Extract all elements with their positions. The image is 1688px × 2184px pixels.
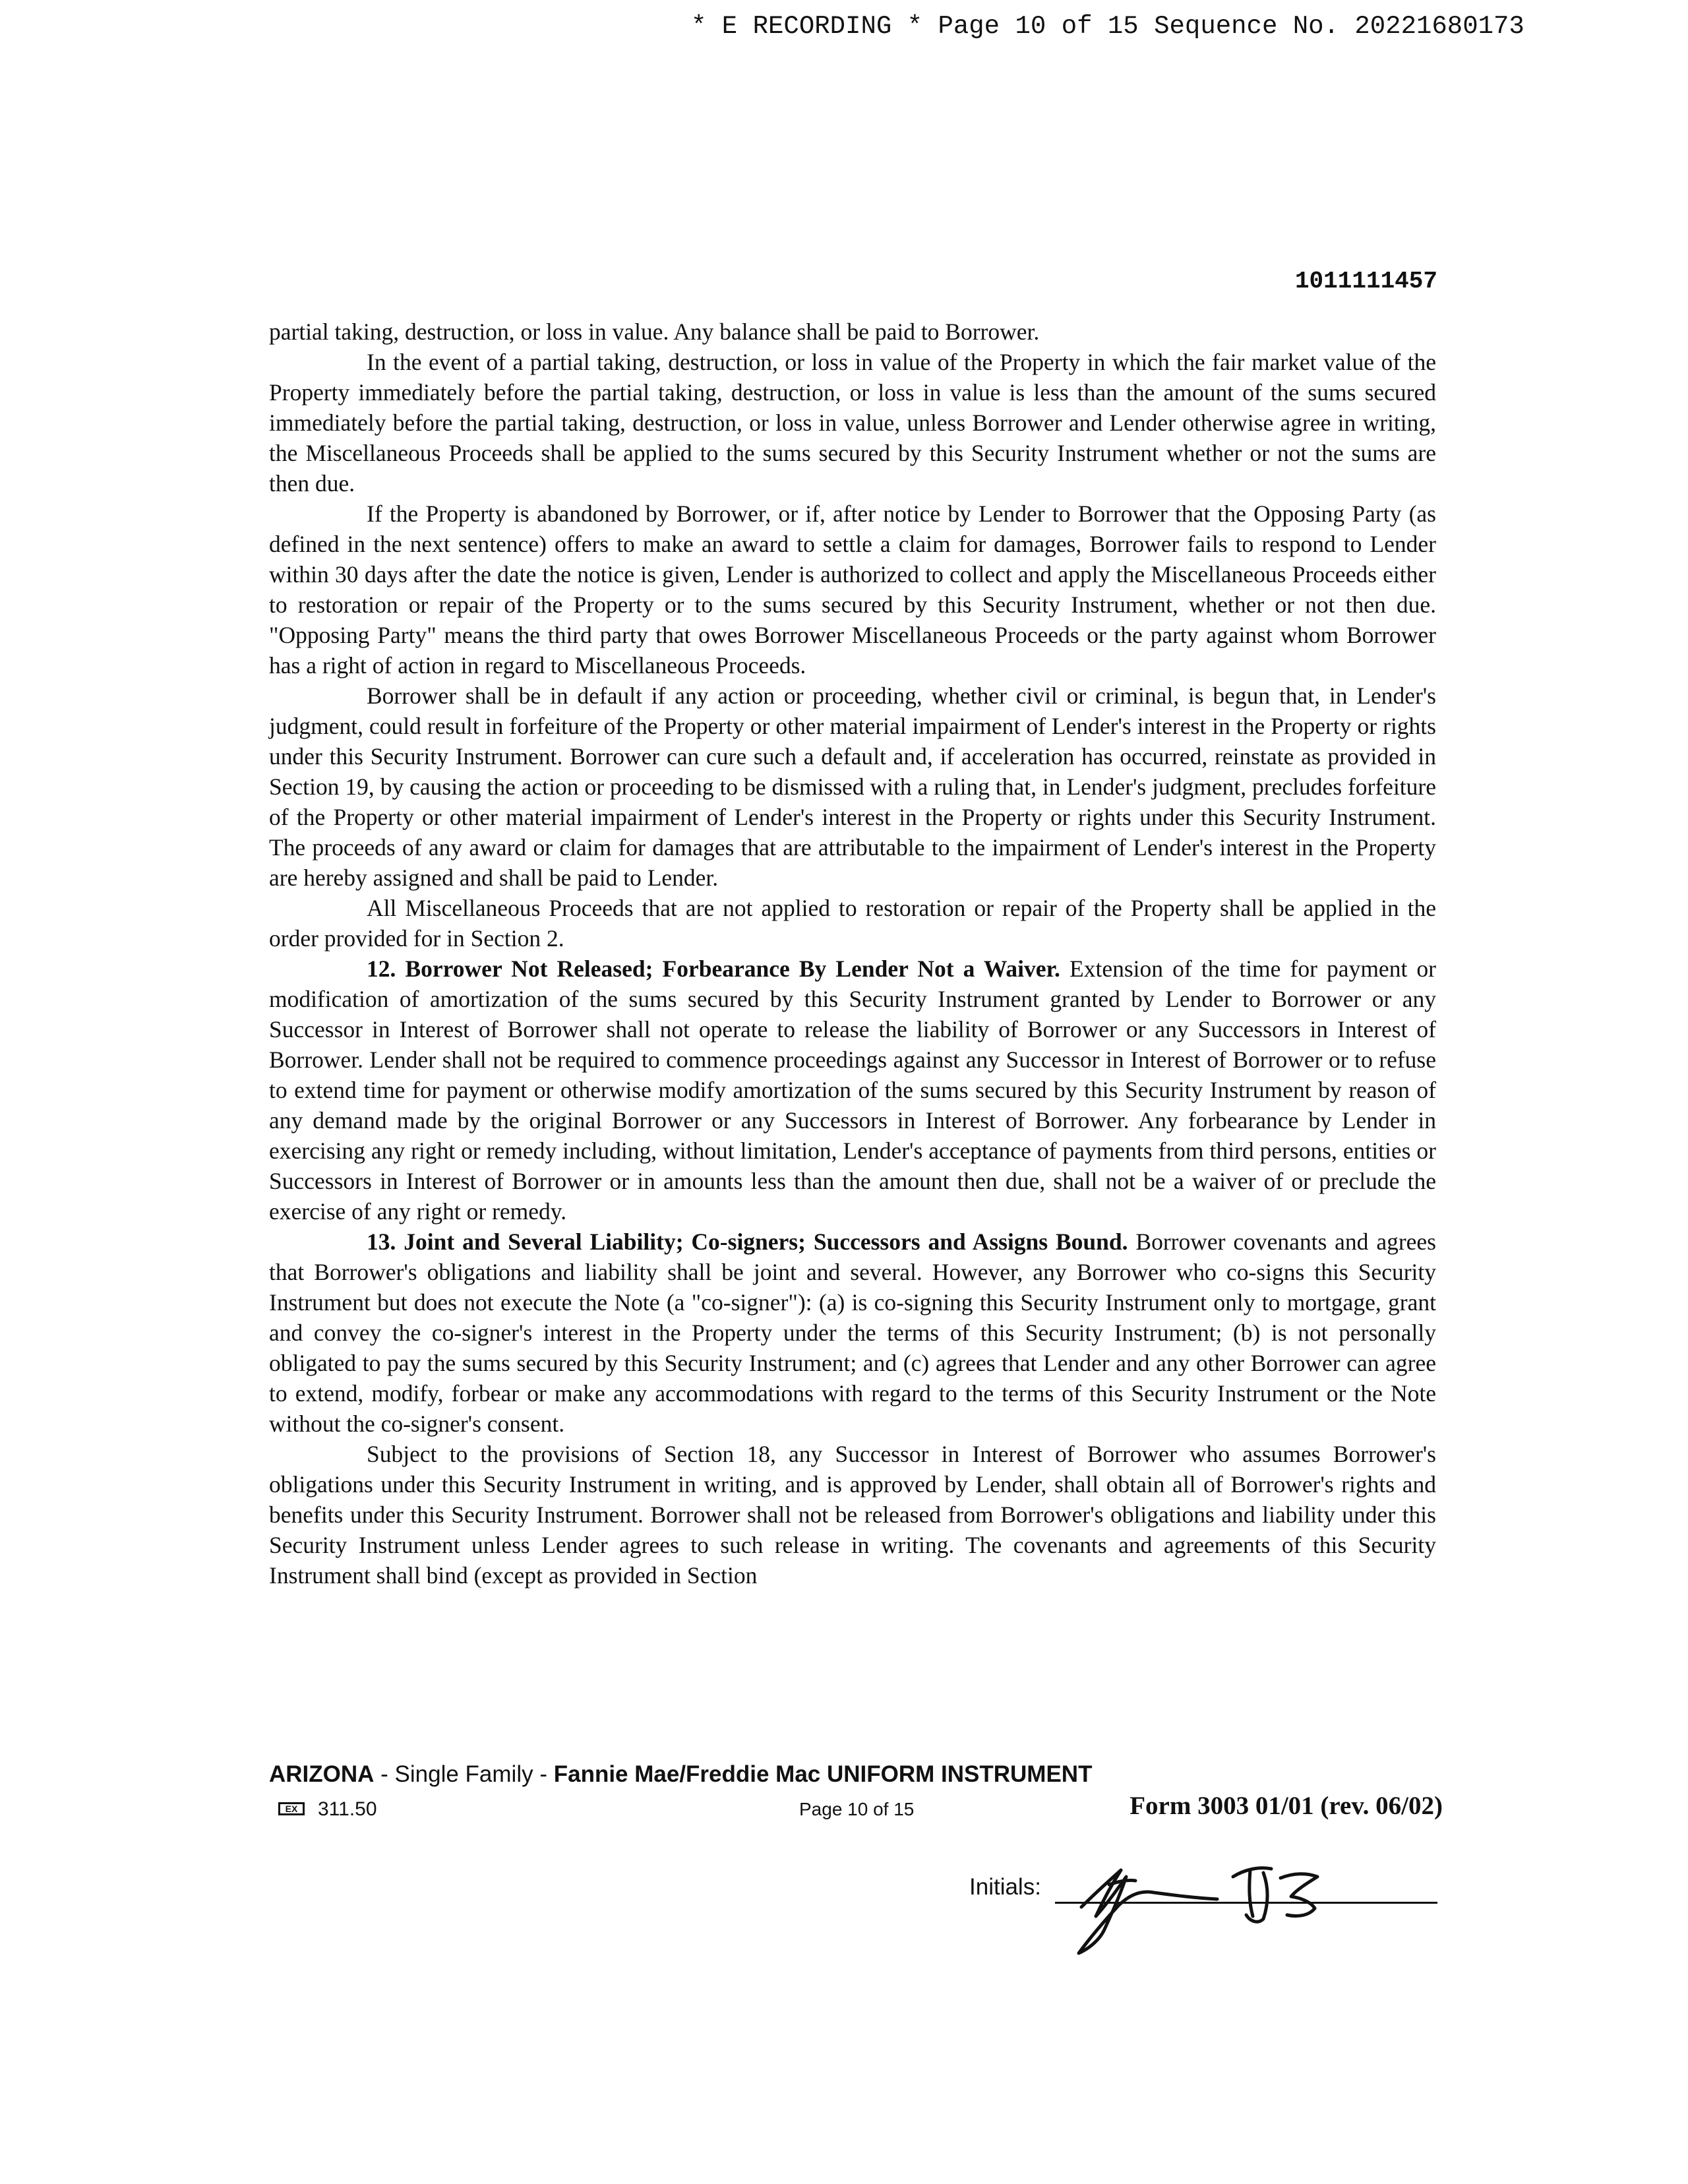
section-12 xyxy=(269,954,1436,1227)
paragraph-successors: Subject to the provisions of Section 18, any Successor in Interest of Borrower who assumes Borrower's obligations under this Security Instrument in writing, and is approved by Lender, shall obtain all of Borrower's rights and benefits under this Security Instrument. Borrower shall not be released from Borrower's obligations and liability under this Security Instrument unless Lender agrees to such release in writing. The covenants and agreements of this Security Instrument shall bind (except as provided in Section xyxy=(269,1441,1436,1589)
paragraph-abandoned-property: If the Property is abandoned by Borrower, or if, after notice by Lender to Borrower that the Opposing Party (as defined in the next sentence) offers to make an award to settle a claim for damages, Borrower fails to respond to Lender within 30 days after the date the notice is given, Lender is authorized to collect and apply the Miscellaneous Proceeds either to restoration or repair of the Property or to the sums secured by this Security Instrument, whether or not then due. "Opposing Party" means the third party that owes Borrower Miscellaneous Proceeds or the party against whom Borrower has a right of action in regard to Miscellaneous Proceeds. xyxy=(269,501,1436,679)
ex-logo-icon: EX xyxy=(278,1802,305,1815)
paragraph-default-proceeding: Borrower shall be in default if any action or proceeding, whether civil or criminal, is begun that, in Lender's judgment, could result in forfeiture of the Property or other material impairment of Lender's interest in the Property or rights under this Security Instrument. Borrower can cure such a default and, if acceleration has occurred, reinstate as provided in Section 19, by causing the action or proceeding to be dismissed with a ruling that, in Lender's judgment, precludes forfeiture of the Property or other material impairment of Lender's interest in the Property or rights under this Security Instrument. The proceeds of any award or claim for damages that are attributable to the impairment of Lender's interest in the Property are hereby assigned and shall be paid to Lender. xyxy=(269,682,1436,891)
form-title xyxy=(269,1759,1443,1790)
initials-label: Initials: xyxy=(969,1874,1041,1900)
initials-block xyxy=(969,1846,1444,1958)
page-indicator: Page 10 of 15 xyxy=(799,1799,915,1819)
paragraph-application-order: All Miscellaneous Proceeds that are not applied to restoration or repair of the Property shall be applied in the order provided for in Section 2. xyxy=(269,895,1436,952)
section-13-text: Borrower covenants and agrees that Borrower's obligations and liability shall be joint and several. However, any Borrower who co-signs this Security Instrument but does not execute the Note (a "co-signer"): (a) is co-signing this Security Instrument only to mortgage, grant and convey the co-signer's interest in the Property under the terms of this Security Instrument; (b) is not personally obligated to pay the sums secured by this Security Instrument; and (c) agrees that Lender and any other Borrower can agree to extend, modify, forbear or make any accommodations with regard to the terms of this Security Instrument or the Note without the co-signer's consent. xyxy=(269,1228,1436,1437)
form-footer xyxy=(269,1794,1443,1825)
form-instrument: Fannie Mae/Freddie Mac UNIFORM INSTRUMENT xyxy=(553,1761,1093,1787)
paragraph-continuation: partial taking, destruction, or loss in value. Any balance shall be paid to Borrower. xyxy=(269,318,1040,345)
section-13 xyxy=(269,1227,1436,1439)
initials-signature-icon xyxy=(1048,1846,1378,1958)
form-title-separator: - Single Family - xyxy=(374,1761,554,1787)
paragraph-partial-taking: In the event of a partial taking, destruction, or loss in value of the Property in which the fair market value of the Property immediately before the partial taking, destruction, or loss in value is less than the amount of the sums secured immediately before the partial taking, destruction, or loss in value, unless Borrower and Lender otherwise agree in writing, the Miscellaneous Proceeds shall be applied to the sums secured by this Security Instrument whether or not the sums are then due. xyxy=(269,349,1436,497)
form-code: 311.50 xyxy=(318,1798,377,1820)
section-12-heading: 12. Borrower Not Released; Forbearance By Lender Not a Waiver. xyxy=(367,956,1060,982)
form-id: Form 3003 01/01 (rev. 06/02) xyxy=(1130,1792,1443,1820)
document-body xyxy=(269,317,1436,1591)
loan-number: 1011111457 xyxy=(1294,268,1437,295)
form-state: ARIZONA xyxy=(269,1761,375,1787)
recording-stamp: * E RECORDING * Page 10 of 15 Sequence No. 20221680173 xyxy=(691,12,1524,41)
section-12-text: Extension of the time for payment or modification of amortization of the sums secured by this Security Instrument granted by Lender to Borrower or any Successor in Interest of Borrower shall not operate to release the liability of Borrower or any Successors in Interest of Borrower. Lender shall not be required to commence proceedings against any Successor in Interest of Borrower or to refuse to extend time for payment or otherwise modify amortization of the sums secured by this Security Instrument by reason of any demand made by the original Borrower or any Successors in Interest of Borrower. Any forbearance by Lender in exercising any right or remedy including, without limitation, Lender's acceptance of payments from third persons, entities or Successors in Interest of Borrower or in amounts less than the amount then due, shall not be a waiver of or preclude the exercise of any right or remedy. xyxy=(269,956,1436,1225)
section-13-heading: 13. Joint and Several Liability; Co-signers; Successors and Assigns Bound. xyxy=(367,1228,1128,1255)
